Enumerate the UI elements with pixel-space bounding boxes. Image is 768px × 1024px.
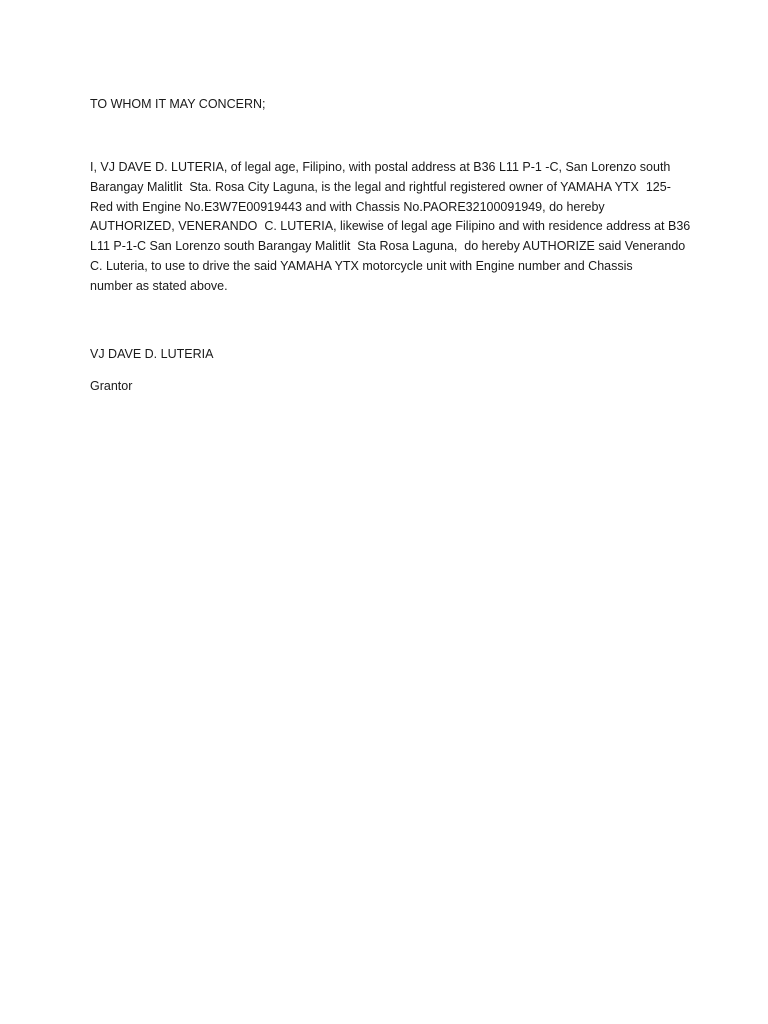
paragraph-line: I, VJ DAVE D. LUTERIA, of legal age, Filipino, with postal address at B36 L11 P-1 -C, San Lorenzo south [90, 160, 671, 174]
signer-role: Grantor [90, 379, 133, 393]
signer-name: VJ DAVE D. LUTERIA [90, 347, 214, 361]
paragraph-line: Barangay Malitlit Sta. Rosa City Laguna, is the legal and rightful registered owner of YAMAHA YTX 125- [90, 179, 671, 194]
paragraph-line: number as stated above. [90, 278, 228, 293]
authorization-paragraph [90, 158, 691, 297]
salutation: TO WHOM IT MAY CONCERN; [90, 97, 266, 111]
paragraph-line: L11 P-1-C San Lorenzo south Barangay Malitlit Sta Rosa Laguna, do hereby AUTHORIZE said Venerando [90, 239, 686, 254]
paragraph-line: Red with Engine No.E3W7E00919443 and with Chassis No.PAORE32100091949, do hereby [90, 199, 605, 214]
paragraph-line: AUTHORIZED, VENERANDO C. LUTERIA, likewise of legal age Filipino and with residence address at B36 [90, 219, 691, 234]
paragraph-line: C. Luteria, to use to drive the said YAMAHA YTX motorcycle unit with Engine number and Chassis [90, 258, 633, 273]
